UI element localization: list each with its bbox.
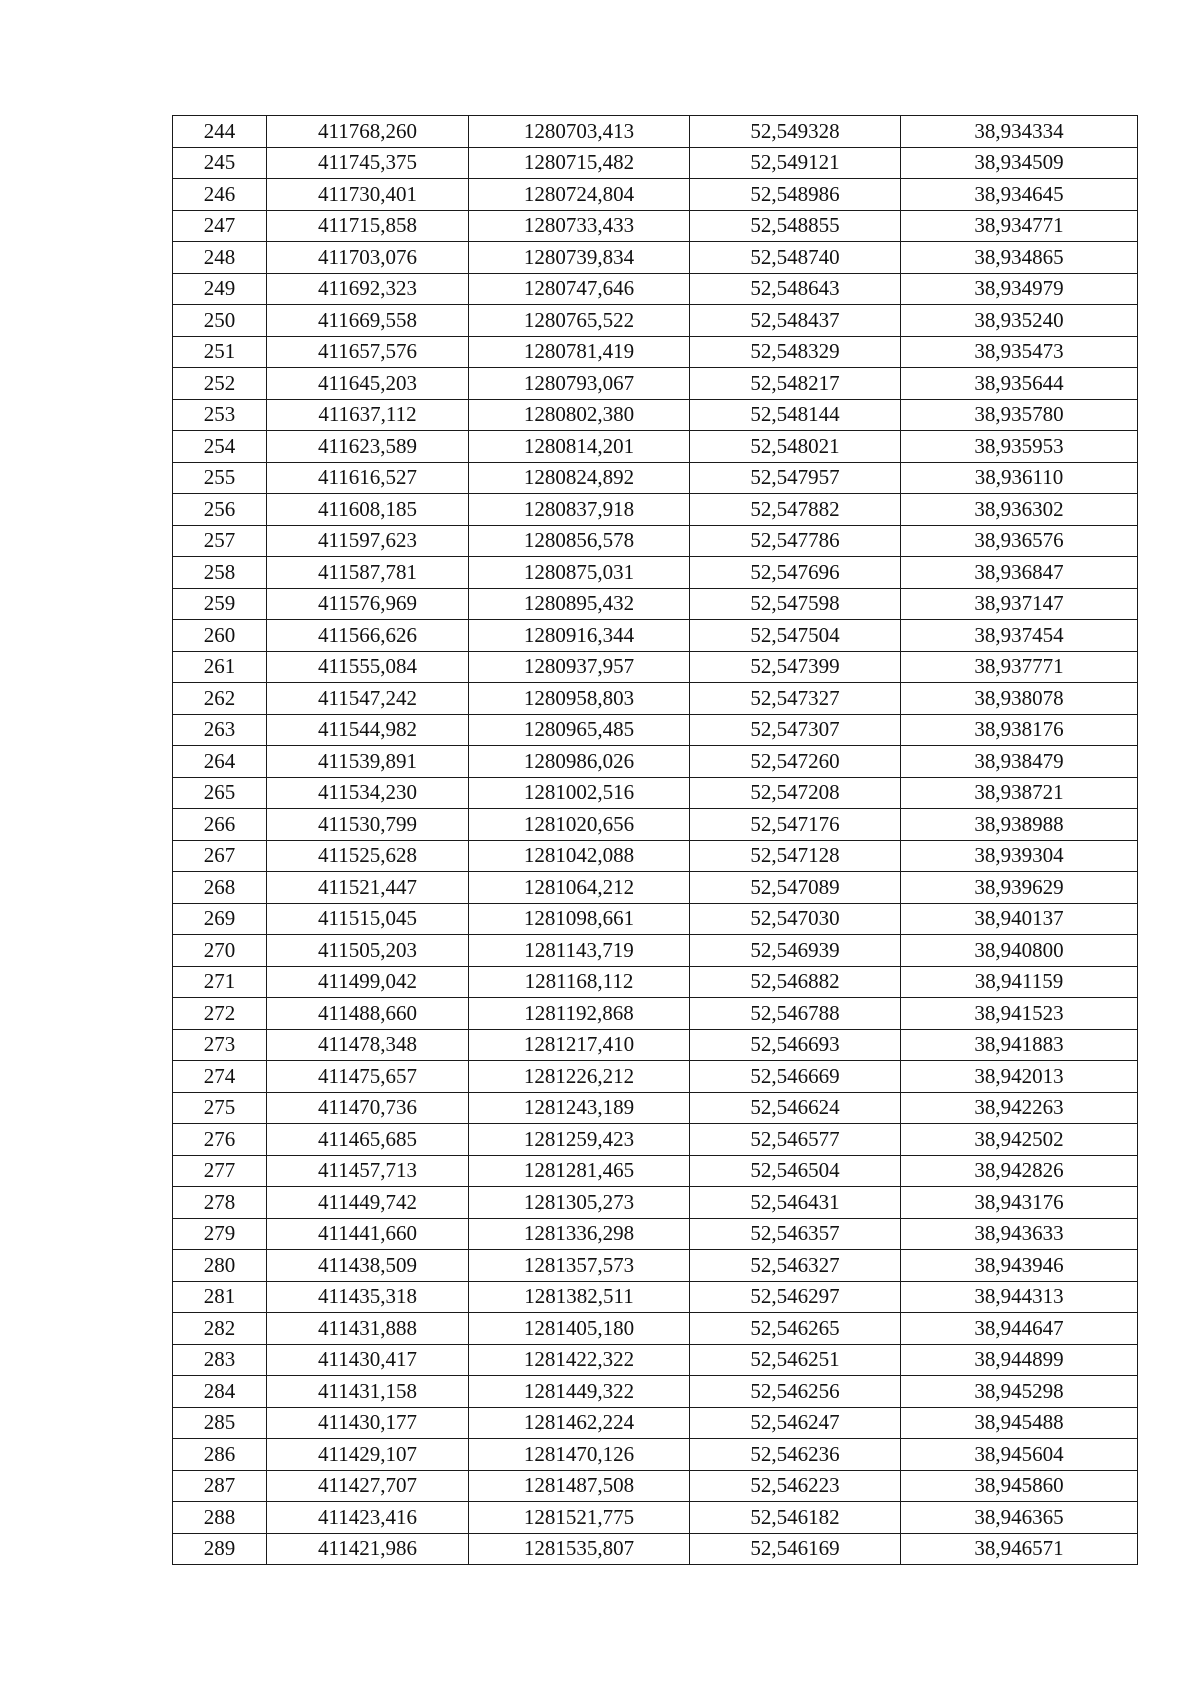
y-coordinate-cell: 1281143,719 (469, 935, 690, 967)
y-coordinate-cell: 1280875,031 (469, 557, 690, 589)
table-row (173, 1470, 1138, 1502)
longitude-cell: 38,935780 (901, 399, 1138, 431)
longitude-cell: 38,934509 (901, 147, 1138, 179)
x-coordinate-cell: 411478,348 (267, 1029, 469, 1061)
longitude-cell: 38,936847 (901, 557, 1138, 589)
y-coordinate-cell: 1281357,573 (469, 1250, 690, 1282)
longitude-cell: 38,934334 (901, 116, 1138, 148)
latitude-cell: 52,546297 (690, 1281, 901, 1313)
y-coordinate-cell: 1280824,892 (469, 462, 690, 494)
table-row (173, 399, 1138, 431)
y-coordinate-cell: 1280793,067 (469, 368, 690, 400)
point-number-cell: 286 (173, 1439, 267, 1471)
point-number-cell: 264 (173, 746, 267, 778)
longitude-cell: 38,945860 (901, 1470, 1138, 1502)
y-coordinate-cell: 1281462,224 (469, 1407, 690, 1439)
longitude-cell: 38,941159 (901, 966, 1138, 998)
longitude-cell: 38,937454 (901, 620, 1138, 652)
table-row (173, 273, 1138, 305)
table-row (173, 242, 1138, 274)
x-coordinate-cell: 411441,660 (267, 1218, 469, 1250)
x-coordinate-cell: 411597,623 (267, 525, 469, 557)
y-coordinate-cell: 1281336,298 (469, 1218, 690, 1250)
y-coordinate-cell: 1281259,423 (469, 1124, 690, 1156)
table-row (173, 147, 1138, 179)
x-coordinate-cell: 411431,158 (267, 1376, 469, 1408)
table-body (173, 116, 1138, 1565)
point-number-cell: 252 (173, 368, 267, 400)
point-number-cell: 248 (173, 242, 267, 274)
longitude-cell: 38,938721 (901, 777, 1138, 809)
point-number-cell: 277 (173, 1155, 267, 1187)
longitude-cell: 38,943946 (901, 1250, 1138, 1282)
y-coordinate-cell: 1281042,088 (469, 840, 690, 872)
y-coordinate-cell: 1280958,803 (469, 683, 690, 715)
latitude-cell: 52,547208 (690, 777, 901, 809)
y-coordinate-cell: 1280814,201 (469, 431, 690, 463)
longitude-cell: 38,935953 (901, 431, 1138, 463)
point-number-cell: 279 (173, 1218, 267, 1250)
table-row (173, 494, 1138, 526)
x-coordinate-cell: 411429,107 (267, 1439, 469, 1471)
y-coordinate-cell: 1281064,212 (469, 872, 690, 904)
table-row (173, 557, 1138, 589)
table-row (173, 1092, 1138, 1124)
point-number-cell: 284 (173, 1376, 267, 1408)
y-coordinate-cell: 1281281,465 (469, 1155, 690, 1187)
point-number-cell: 289 (173, 1533, 267, 1565)
point-number-cell: 254 (173, 431, 267, 463)
y-coordinate-cell: 1281020,656 (469, 809, 690, 841)
latitude-cell: 52,548217 (690, 368, 901, 400)
longitude-cell: 38,943176 (901, 1187, 1138, 1219)
table-row (173, 462, 1138, 494)
latitude-cell: 52,547399 (690, 651, 901, 683)
longitude-cell: 38,942826 (901, 1155, 1138, 1187)
latitude-cell: 52,547176 (690, 809, 901, 841)
y-coordinate-cell: 1280916,344 (469, 620, 690, 652)
y-coordinate-cell: 1280895,432 (469, 588, 690, 620)
point-number-cell: 269 (173, 903, 267, 935)
table-row (173, 1250, 1138, 1282)
table-row (173, 210, 1138, 242)
table-row (173, 714, 1138, 746)
table-row (173, 620, 1138, 652)
table-row (173, 777, 1138, 809)
table-row (173, 1029, 1138, 1061)
longitude-cell: 38,941883 (901, 1029, 1138, 1061)
table-row (173, 336, 1138, 368)
latitude-cell: 52,546624 (690, 1092, 901, 1124)
latitude-cell: 52,546169 (690, 1533, 901, 1565)
x-coordinate-cell: 411623,589 (267, 431, 469, 463)
table-row (173, 966, 1138, 998)
y-coordinate-cell: 1281487,508 (469, 1470, 690, 1502)
longitude-cell: 38,934645 (901, 179, 1138, 211)
table-row (173, 1502, 1138, 1534)
latitude-cell: 52,546882 (690, 966, 901, 998)
latitude-cell: 52,549328 (690, 116, 901, 148)
y-coordinate-cell: 1280937,957 (469, 651, 690, 683)
longitude-cell: 38,938078 (901, 683, 1138, 715)
y-coordinate-cell: 1281226,212 (469, 1061, 690, 1093)
longitude-cell: 38,939629 (901, 872, 1138, 904)
latitude-cell: 52,549121 (690, 147, 901, 179)
y-coordinate-cell: 1280703,413 (469, 116, 690, 148)
point-number-cell: 278 (173, 1187, 267, 1219)
longitude-cell: 38,944313 (901, 1281, 1138, 1313)
longitude-cell: 38,944899 (901, 1344, 1138, 1376)
longitude-cell: 38,938988 (901, 809, 1138, 841)
latitude-cell: 52,546265 (690, 1313, 901, 1345)
latitude-cell: 52,547327 (690, 683, 901, 715)
table-row (173, 840, 1138, 872)
x-coordinate-cell: 411430,177 (267, 1407, 469, 1439)
latitude-cell: 52,546669 (690, 1061, 901, 1093)
x-coordinate-cell: 411566,626 (267, 620, 469, 652)
y-coordinate-cell: 1281098,661 (469, 903, 690, 935)
point-number-cell: 257 (173, 525, 267, 557)
longitude-cell: 38,945298 (901, 1376, 1138, 1408)
table-row (173, 1124, 1138, 1156)
table-row (173, 368, 1138, 400)
x-coordinate-cell: 411421,986 (267, 1533, 469, 1565)
latitude-cell: 52,546256 (690, 1376, 901, 1408)
latitude-cell: 52,546788 (690, 998, 901, 1030)
x-coordinate-cell: 411427,707 (267, 1470, 469, 1502)
point-number-cell: 249 (173, 273, 267, 305)
latitude-cell: 52,546431 (690, 1187, 901, 1219)
latitude-cell: 52,548643 (690, 273, 901, 305)
longitude-cell: 38,945604 (901, 1439, 1138, 1471)
x-coordinate-cell: 411515,045 (267, 903, 469, 935)
table-row (173, 683, 1138, 715)
point-number-cell: 255 (173, 462, 267, 494)
longitude-cell: 38,938479 (901, 746, 1138, 778)
longitude-cell: 38,943633 (901, 1218, 1138, 1250)
table-row (173, 525, 1138, 557)
point-number-cell: 244 (173, 116, 267, 148)
longitude-cell: 38,934865 (901, 242, 1138, 274)
point-number-cell: 282 (173, 1313, 267, 1345)
latitude-cell: 52,548144 (690, 399, 901, 431)
x-coordinate-cell: 411435,318 (267, 1281, 469, 1313)
x-coordinate-cell: 411637,112 (267, 399, 469, 431)
point-number-cell: 287 (173, 1470, 267, 1502)
point-number-cell: 253 (173, 399, 267, 431)
point-number-cell: 246 (173, 179, 267, 211)
latitude-cell: 52,547089 (690, 872, 901, 904)
table-row (173, 1533, 1138, 1565)
latitude-cell: 52,547882 (690, 494, 901, 526)
x-coordinate-cell: 411768,260 (267, 116, 469, 148)
longitude-cell: 38,936110 (901, 462, 1138, 494)
longitude-cell: 38,940800 (901, 935, 1138, 967)
y-coordinate-cell: 1281449,322 (469, 1376, 690, 1408)
point-number-cell: 256 (173, 494, 267, 526)
x-coordinate-cell: 411745,375 (267, 147, 469, 179)
x-coordinate-cell: 411587,781 (267, 557, 469, 589)
latitude-cell: 52,547786 (690, 525, 901, 557)
x-coordinate-cell: 411657,576 (267, 336, 469, 368)
y-coordinate-cell: 1281422,322 (469, 1344, 690, 1376)
point-number-cell: 270 (173, 935, 267, 967)
point-number-cell: 268 (173, 872, 267, 904)
table-row (173, 1439, 1138, 1471)
point-number-cell: 285 (173, 1407, 267, 1439)
point-number-cell: 288 (173, 1502, 267, 1534)
longitude-cell: 38,936576 (901, 525, 1138, 557)
longitude-cell: 38,942502 (901, 1124, 1138, 1156)
point-number-cell: 274 (173, 1061, 267, 1093)
point-number-cell: 283 (173, 1344, 267, 1376)
x-coordinate-cell: 411430,417 (267, 1344, 469, 1376)
y-coordinate-cell: 1280747,646 (469, 273, 690, 305)
point-number-cell: 272 (173, 998, 267, 1030)
table-row (173, 116, 1138, 148)
point-number-cell: 258 (173, 557, 267, 589)
point-number-cell: 281 (173, 1281, 267, 1313)
point-number-cell: 261 (173, 651, 267, 683)
point-number-cell: 262 (173, 683, 267, 715)
y-coordinate-cell: 1281405,180 (469, 1313, 690, 1345)
x-coordinate-cell: 411539,891 (267, 746, 469, 778)
latitude-cell: 52,546236 (690, 1439, 901, 1471)
x-coordinate-cell: 411438,509 (267, 1250, 469, 1282)
x-coordinate-cell: 411616,527 (267, 462, 469, 494)
latitude-cell: 52,546327 (690, 1250, 901, 1282)
x-coordinate-cell: 411669,558 (267, 305, 469, 337)
x-coordinate-cell: 411431,888 (267, 1313, 469, 1345)
x-coordinate-cell: 411505,203 (267, 935, 469, 967)
table-row (173, 903, 1138, 935)
point-number-cell: 271 (173, 966, 267, 998)
point-number-cell: 276 (173, 1124, 267, 1156)
latitude-cell: 52,548986 (690, 179, 901, 211)
x-coordinate-cell: 411544,982 (267, 714, 469, 746)
y-coordinate-cell: 1280965,485 (469, 714, 690, 746)
latitude-cell: 52,548021 (690, 431, 901, 463)
longitude-cell: 38,946365 (901, 1502, 1138, 1534)
y-coordinate-cell: 1280739,834 (469, 242, 690, 274)
table-row (173, 1407, 1138, 1439)
latitude-cell: 52,546223 (690, 1470, 901, 1502)
point-number-cell: 260 (173, 620, 267, 652)
point-number-cell: 259 (173, 588, 267, 620)
longitude-cell: 38,937147 (901, 588, 1138, 620)
x-coordinate-cell: 411423,416 (267, 1502, 469, 1534)
table-row (173, 1281, 1138, 1313)
y-coordinate-cell: 1280802,380 (469, 399, 690, 431)
longitude-cell: 38,946571 (901, 1533, 1138, 1565)
latitude-cell: 52,548437 (690, 305, 901, 337)
table-row (173, 431, 1138, 463)
table-row (173, 1313, 1138, 1345)
latitude-cell: 52,547696 (690, 557, 901, 589)
table-row (173, 588, 1138, 620)
point-number-cell: 267 (173, 840, 267, 872)
x-coordinate-cell: 411555,084 (267, 651, 469, 683)
table-row (173, 1344, 1138, 1376)
table-row (173, 1218, 1138, 1250)
latitude-cell: 52,546251 (690, 1344, 901, 1376)
y-coordinate-cell: 1280837,918 (469, 494, 690, 526)
longitude-cell: 38,937771 (901, 651, 1138, 683)
x-coordinate-cell: 411715,858 (267, 210, 469, 242)
x-coordinate-cell: 411534,230 (267, 777, 469, 809)
x-coordinate-cell: 411521,447 (267, 872, 469, 904)
point-number-cell: 250 (173, 305, 267, 337)
x-coordinate-cell: 411449,742 (267, 1187, 469, 1219)
y-coordinate-cell: 1280986,026 (469, 746, 690, 778)
table-row (173, 1155, 1138, 1187)
x-coordinate-cell: 411525,628 (267, 840, 469, 872)
longitude-cell: 38,935473 (901, 336, 1138, 368)
longitude-cell: 38,941523 (901, 998, 1138, 1030)
y-coordinate-cell: 1281305,273 (469, 1187, 690, 1219)
x-coordinate-cell: 411576,969 (267, 588, 469, 620)
y-coordinate-cell: 1281217,410 (469, 1029, 690, 1061)
latitude-cell: 52,548855 (690, 210, 901, 242)
latitude-cell: 52,547030 (690, 903, 901, 935)
x-coordinate-cell: 411470,736 (267, 1092, 469, 1124)
point-number-cell: 280 (173, 1250, 267, 1282)
latitude-cell: 52,546693 (690, 1029, 901, 1061)
point-number-cell: 263 (173, 714, 267, 746)
longitude-cell: 38,935644 (901, 368, 1138, 400)
x-coordinate-cell: 411703,076 (267, 242, 469, 274)
latitude-cell: 52,547957 (690, 462, 901, 494)
table-row (173, 935, 1138, 967)
x-coordinate-cell: 411530,799 (267, 809, 469, 841)
y-coordinate-cell: 1280724,804 (469, 179, 690, 211)
table-row (173, 651, 1138, 683)
y-coordinate-cell: 1280765,522 (469, 305, 690, 337)
latitude-cell: 52,546247 (690, 1407, 901, 1439)
y-coordinate-cell: 1280856,578 (469, 525, 690, 557)
x-coordinate-cell: 411475,657 (267, 1061, 469, 1093)
point-number-cell: 247 (173, 210, 267, 242)
longitude-cell: 38,935240 (901, 305, 1138, 337)
y-coordinate-cell: 1281535,807 (469, 1533, 690, 1565)
latitude-cell: 52,548329 (690, 336, 901, 368)
y-coordinate-cell: 1281382,511 (469, 1281, 690, 1313)
longitude-cell: 38,934979 (901, 273, 1138, 305)
x-coordinate-cell: 411608,185 (267, 494, 469, 526)
table-row (173, 998, 1138, 1030)
longitude-cell: 38,940137 (901, 903, 1138, 935)
y-coordinate-cell: 1280733,433 (469, 210, 690, 242)
point-number-cell: 275 (173, 1092, 267, 1124)
latitude-cell: 52,547260 (690, 746, 901, 778)
x-coordinate-cell: 411645,203 (267, 368, 469, 400)
longitude-cell: 38,936302 (901, 494, 1138, 526)
table-row (173, 1061, 1138, 1093)
x-coordinate-cell: 411499,042 (267, 966, 469, 998)
longitude-cell: 38,944647 (901, 1313, 1138, 1345)
table-row (173, 1187, 1138, 1219)
x-coordinate-cell: 411692,323 (267, 273, 469, 305)
longitude-cell: 38,939304 (901, 840, 1138, 872)
longitude-cell: 38,938176 (901, 714, 1138, 746)
latitude-cell: 52,546577 (690, 1124, 901, 1156)
table-row (173, 305, 1138, 337)
longitude-cell: 38,934771 (901, 210, 1138, 242)
latitude-cell: 52,546182 (690, 1502, 901, 1534)
latitude-cell: 52,547128 (690, 840, 901, 872)
point-number-cell: 266 (173, 809, 267, 841)
latitude-cell: 52,546504 (690, 1155, 901, 1187)
table-row (173, 746, 1138, 778)
y-coordinate-cell: 1281470,126 (469, 1439, 690, 1471)
x-coordinate-cell: 411488,660 (267, 998, 469, 1030)
point-number-cell: 265 (173, 777, 267, 809)
point-number-cell: 273 (173, 1029, 267, 1061)
coordinates-table (172, 115, 1138, 1565)
y-coordinate-cell: 1281168,112 (469, 966, 690, 998)
longitude-cell: 38,942263 (901, 1092, 1138, 1124)
table-row (173, 872, 1138, 904)
table-row (173, 179, 1138, 211)
latitude-cell: 52,547307 (690, 714, 901, 746)
latitude-cell: 52,546357 (690, 1218, 901, 1250)
longitude-cell: 38,945488 (901, 1407, 1138, 1439)
x-coordinate-cell: 411465,685 (267, 1124, 469, 1156)
latitude-cell: 52,548740 (690, 242, 901, 274)
latitude-cell: 52,546939 (690, 935, 901, 967)
y-coordinate-cell: 1281192,868 (469, 998, 690, 1030)
latitude-cell: 52,547598 (690, 588, 901, 620)
table-row (173, 809, 1138, 841)
longitude-cell: 38,942013 (901, 1061, 1138, 1093)
y-coordinate-cell: 1280781,419 (469, 336, 690, 368)
y-coordinate-cell: 1280715,482 (469, 147, 690, 179)
x-coordinate-cell: 411547,242 (267, 683, 469, 715)
latitude-cell: 52,547504 (690, 620, 901, 652)
y-coordinate-cell: 1281243,189 (469, 1092, 690, 1124)
y-coordinate-cell: 1281002,516 (469, 777, 690, 809)
table-row (173, 1376, 1138, 1408)
y-coordinate-cell: 1281521,775 (469, 1502, 690, 1534)
point-number-cell: 251 (173, 336, 267, 368)
x-coordinate-cell: 411457,713 (267, 1155, 469, 1187)
point-number-cell: 245 (173, 147, 267, 179)
x-coordinate-cell: 411730,401 (267, 179, 469, 211)
